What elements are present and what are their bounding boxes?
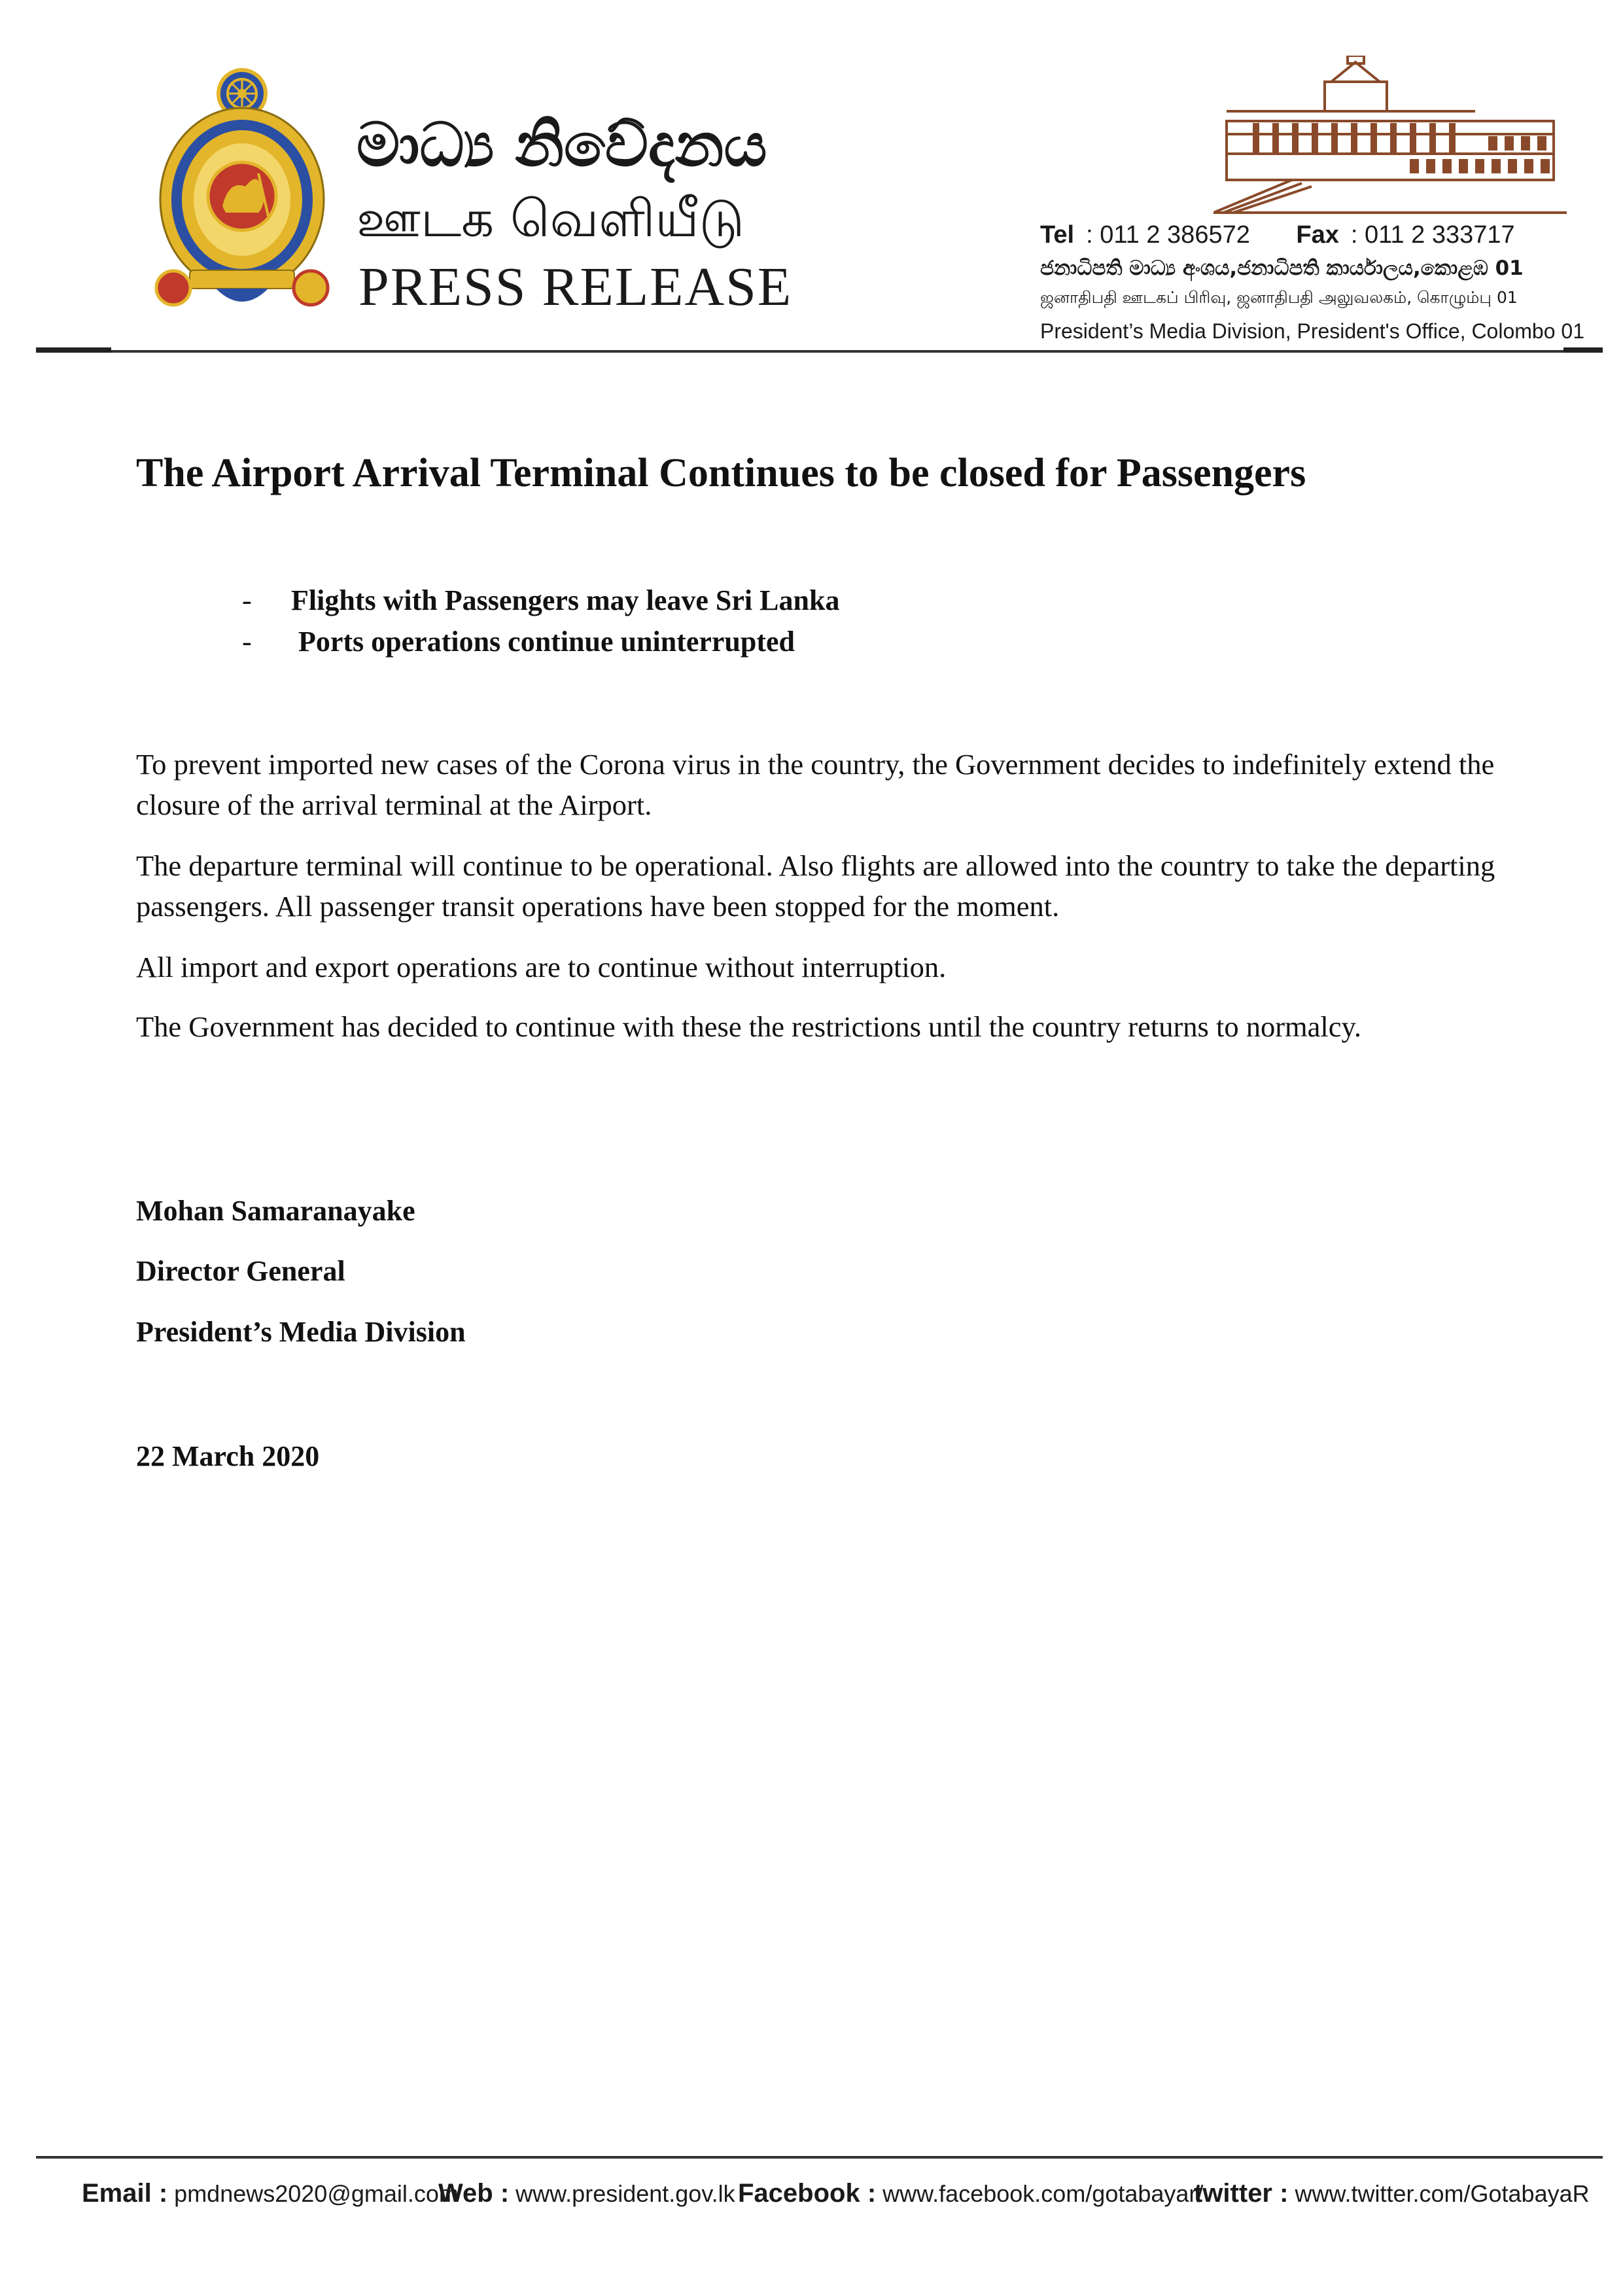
facebook-label: Facebook : <box>738 2179 877 2208</box>
footer-website <box>438 2179 735 2208</box>
header-divider-right-accent <box>1563 347 1603 353</box>
twitter-link[interactable]: www.twitter.com/GotabayaR <box>1295 2180 1590 2207</box>
header-title-sinhala: මාධ්‍ය නිවේදනය <box>357 110 767 180</box>
presidents-office-building-icon <box>1213 56 1567 216</box>
facebook-link[interactable]: www.facebook.com/gotabayar/ <box>882 2180 1204 2207</box>
header-divider <box>36 350 1603 353</box>
bullet-dash: - <box>242 626 252 658</box>
bullet-item <box>242 625 795 658</box>
document-date: 22 March 2020 <box>136 1440 320 1472</box>
header-address-english: President’s Media Division, President's Office, Colombo 01 <box>1040 319 1584 343</box>
header-title-tamil: ஊடக வெளியீடு <box>357 190 745 249</box>
website-link[interactable]: www.president.gov.lk <box>515 2180 735 2207</box>
header-address-sinhala: ජනාධිපති මාධ්‍ය අංශය,ජනාධිපති කාර්යාලය,කොළඹ 01 <box>1040 256 1524 280</box>
header-divider-left-accent <box>36 347 111 353</box>
email-label: Email : <box>82 2179 168 2208</box>
bullet-text: Ports operations continue uninterrupted <box>291 626 795 658</box>
body-paragraph: All import and export operations are to continue without interruption. <box>136 951 947 983</box>
national-emblem-icon <box>154 62 330 317</box>
twitter-label: twitter : <box>1194 2179 1289 2208</box>
footer-twitter <box>1194 2179 1590 2208</box>
tel-label: Tel <box>1040 221 1075 249</box>
document-title: The Airport Arrival Terminal Continues to be closed for Passengers <box>136 451 1306 495</box>
header-address-tamil: ஜனாதிபதி ஊடகப் பிரிவு, ஜனாதிபதி அலுவலகம், கொழும்பு 01 <box>1040 288 1518 307</box>
signatory-title: Director General <box>136 1255 345 1287</box>
bullet-dash: - <box>242 584 252 616</box>
footer-facebook <box>738 2179 1203 2208</box>
signatory-organization: President’s Media Division <box>136 1316 466 1348</box>
fax-number: 011 2 333717 <box>1365 221 1515 249</box>
email-link[interactable]: pmdnews2020@gmail.com <box>174 2180 459 2207</box>
header-phone-fax: Tel : 011 2 386572 Fax : 011 2 333717 <box>1040 221 1515 249</box>
body-paragraph: The departure terminal will continue to be operational. Also flights are allowed into the country to take the departing passengers. All passenger transit operations have been stopped for the moment. <box>136 849 1495 923</box>
signatory-name: Mohan Samaranayake <box>136 1195 415 1227</box>
fax-label: Fax <box>1296 221 1339 249</box>
body-paragraph: To prevent imported new cases of the Corona virus in the country, the Government decides to indefinitely extend the closure of the arrival terminal at the Airport. <box>136 748 1495 821</box>
footer-email <box>82 2179 459 2208</box>
tel-number: 011 2 386572 <box>1100 221 1250 249</box>
web-label: Web : <box>438 2179 510 2208</box>
footer-divider <box>36 2156 1603 2159</box>
body-paragraph: The Government has decided to continue with these the restrictions until the country returns to normalcy. <box>136 1010 1362 1043</box>
header-title-english: PRESS RELEASE <box>358 256 793 317</box>
bullet-item <box>242 584 839 617</box>
bullet-text: Flights with Passengers may leave Sri Lanka <box>291 584 840 616</box>
